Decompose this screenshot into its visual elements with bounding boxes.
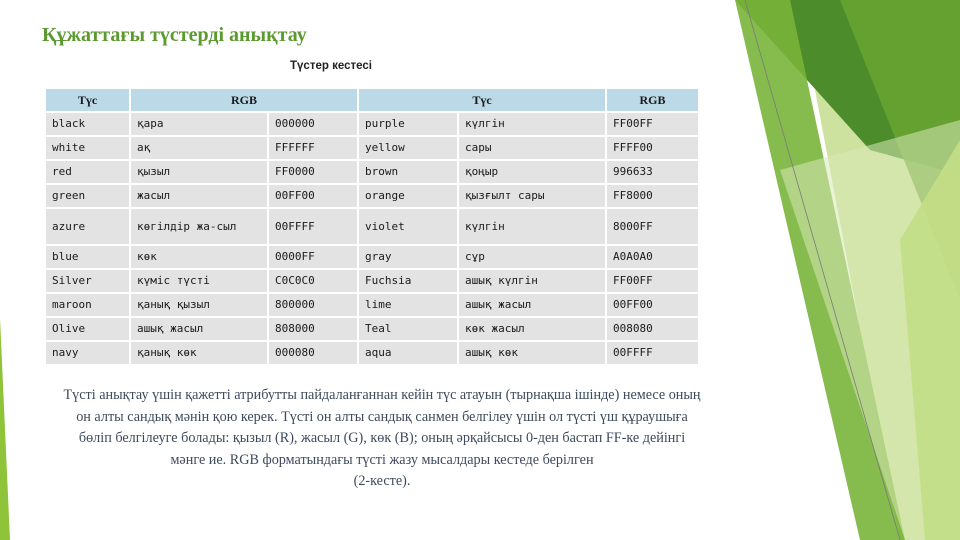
table-cell: green	[45, 184, 130, 208]
table-cell: күміс түсті	[130, 269, 268, 293]
table-cell: жасыл	[130, 184, 268, 208]
table-cell: Fuchsia	[358, 269, 458, 293]
accent-line	[745, 0, 900, 540]
table-cell: aqua	[358, 341, 458, 365]
table-cell: white	[45, 136, 130, 160]
color-table	[44, 87, 700, 366]
table-row	[45, 317, 699, 341]
table-cell: 00FFFF	[606, 341, 699, 365]
table-cell: қанық қызыл	[130, 293, 268, 317]
table-cell: yellow	[358, 136, 458, 160]
table-cell: қызғылт сары	[458, 184, 606, 208]
table-cell: black	[45, 112, 130, 136]
table-cell: 000000	[268, 112, 358, 136]
table-cell: 008080	[606, 317, 699, 341]
table-caption: Түстер кестесі	[290, 60, 372, 72]
table-cell: ашық күлгін	[458, 269, 606, 293]
table-cell: ақ	[130, 136, 268, 160]
table-cell: blue	[45, 245, 130, 269]
table-cell: 800000	[268, 293, 358, 317]
table-cell: brown	[358, 160, 458, 184]
table-row	[45, 208, 699, 245]
facet-light-green	[815, 40, 960, 540]
table-cell: ашық көк	[458, 341, 606, 365]
table-cell: 8000FF	[606, 208, 699, 245]
table-row	[45, 245, 699, 269]
table-row	[45, 136, 699, 160]
body-note: (2-кесте).	[353, 473, 411, 489]
table-cell: purple	[358, 112, 458, 136]
header-rgb: RGB	[130, 88, 358, 112]
table-cell: 808000	[268, 317, 358, 341]
table-cell: қара	[130, 112, 268, 136]
table-cell: қоңыр	[458, 160, 606, 184]
table-cell: A0A0A0	[606, 245, 699, 269]
table-cell: FF8000	[606, 184, 699, 208]
table-cell: 000080	[268, 341, 358, 365]
table-cell: сары	[458, 136, 606, 160]
table-cell: FF00FF	[606, 269, 699, 293]
table-cell: ашық жасыл	[130, 317, 268, 341]
facet-pale-green	[780, 120, 960, 540]
corner-triangle-bottom-left	[0, 318, 10, 540]
table-cell: Teal	[358, 317, 458, 341]
table-cell: көгілдір жа-сыл	[130, 208, 268, 245]
table-cell: FF0000	[268, 160, 358, 184]
table-cell: FFFF00	[606, 136, 699, 160]
table-row	[45, 184, 699, 208]
table-header-row	[45, 88, 699, 112]
table-cell: maroon	[45, 293, 130, 317]
table-cell: navy	[45, 341, 130, 365]
table-row	[45, 112, 699, 136]
table-cell: FFFFFF	[268, 136, 358, 160]
header-color: Түс	[45, 88, 130, 112]
body-paragraph: Түсті анықтау үшін қажетті атрибутты пайдаланғаннан кейін түс атауын (тырнақша ішінде) немесе оның он алты сандық мәнін қою керек. Түсті он алты сандық санмен белгілеу үшін ол түсті үш құраушыға бөліп белгілеуге болады: қызыл (R), жасыл (G), көк (B); оның әрқайсысы 0-ден бастап FF-ке дейінгі мәнге ие. RGB форматындағы түсті жазу мысалдары кестеде берілген	[63, 387, 701, 468]
table-cell: көк жасыл	[458, 317, 606, 341]
table-cell: Silver	[45, 269, 130, 293]
table-cell: күлгін	[458, 112, 606, 136]
table-cell: қызыл	[130, 160, 268, 184]
header-rgb: RGB	[606, 88, 699, 112]
table-cell: 00FFFF	[268, 208, 358, 245]
table-cell: 0000FF	[268, 245, 358, 269]
facet-yellow-green	[900, 140, 960, 540]
facet-dark-green	[735, 0, 960, 175]
table-cell: Olive	[45, 317, 130, 341]
table-cell: violet	[358, 208, 458, 245]
table-cell: azure	[45, 208, 130, 245]
table-cell: көк	[130, 245, 268, 269]
facet-bright-green	[840, 0, 960, 300]
table-cell: gray	[358, 245, 458, 269]
table-cell: orange	[358, 184, 458, 208]
table-cell: қанық көк	[130, 341, 268, 365]
table-cell: күлгін	[458, 208, 606, 245]
table-cell: 996633	[606, 160, 699, 184]
table-cell: сұр	[458, 245, 606, 269]
table-row	[45, 160, 699, 184]
table-row	[45, 269, 699, 293]
table-cell: red	[45, 160, 130, 184]
facet-mid-green	[735, 0, 905, 540]
table-cell: ашық жасыл	[458, 293, 606, 317]
table-cell: lime	[358, 293, 458, 317]
table-cell: C0C0C0	[268, 269, 358, 293]
table-cell: FF00FF	[606, 112, 699, 136]
header-color: Түс	[358, 88, 606, 112]
table-cell: 00FF00	[606, 293, 699, 317]
page-title: Құжаттағы түстерді анықтау	[42, 24, 307, 46]
table-row	[45, 293, 699, 317]
body-text	[62, 385, 702, 493]
table-cell: 00FF00	[268, 184, 358, 208]
table-row	[45, 341, 699, 365]
